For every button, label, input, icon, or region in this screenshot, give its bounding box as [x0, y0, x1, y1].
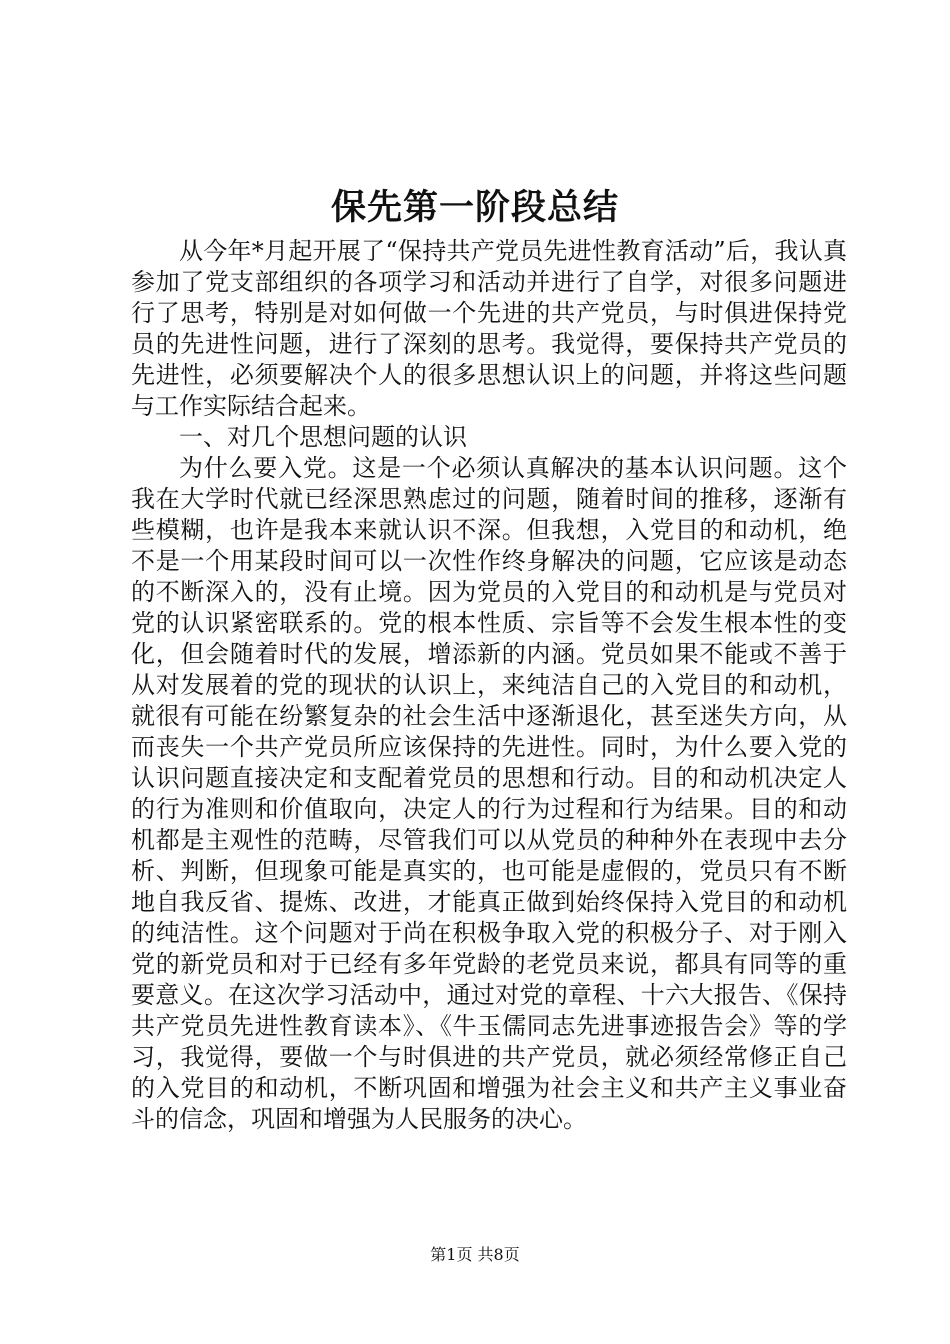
- document-title: 保先第一阶段总结: [330, 187, 619, 228]
- section-heading: 一、对几个思想问题的认识: [179, 423, 467, 451]
- document-body: [131, 236, 847, 1135]
- body-paragraph: 为什么要入党。这是一个必须认真解决的基本认识问题。这个我在大学时代就已经深思熟虑过的问题，随着时间的推移，逐渐有些模糊，也许是我本来就认识不深。但我想，入党目的和动机，绝不是一个用某段时间可以一次性作终身解决的问题，它应该是动态的不断深入的，没有止境。因为党员的入党目的和动机是与党员对党的认识紧密联系的。党的根本性质、宗旨等不会发生根本性的变化，但会随着时代的发展，增添新的内涵。党员如果不能或不善于从对发展着的党的现状的认识上，来纯洁自己的入党目的和动机，就很有可能在纷繁复杂的社会生活中逐渐退化，甚至迷失方向，从而丧失一个共产党员所应该保持的先进性。同时，为什么要入党的认识问题直接决定和支配着党员的思想和行动。目的和动机决定人的行为准则和价值取向，决定人的行为过程和行为结果。目的和动机都是主观性的范畴，尽管我们可以从党员的种种外在表现中去分析、判断，但现象可能是真实的，也可能是虚假的，党员只有不断地自我反省、提炼、改进，才能真正做到始终保持入党目的和动机的纯洁性。这个问题对于尚在积极争取入党的积极分子、对于刚入党的新党员和对于已经有多年党龄的老党员来说，都具有同等的重要意义。在这次学习活动中，通过对党的章程、十六大报告、《保持共产党员先进性教育读本》、《牛玉儒同志先进事迹报告会》等的学习，我觉得，要做一个与时俱进的共产党员，就必须经常修正自己的入党目的和动机，不断巩固和增强为社会主义和共产主义事业奋斗的信念，巩固和增强为人民服务的决心。: [131, 454, 847, 1133]
- page-number-footer: 第1页 共8页: [430, 1245, 520, 1264]
- intro-paragraph: 从今年*月起开展了“保持共产党员先进性教育活动”后，我认真参加了党支部组织的各项学习和活动并进行了自学，对很多问题进行了思考，特别是对如何做一个先进的共产党员，与时俱进保持党员的先进性问题，进行了深刻的思考。我觉得，要保持共产党员的先进性，必须要解决个人的很多思想认识上的问题，并将这些问题与工作实际结合起来。: [131, 237, 847, 420]
